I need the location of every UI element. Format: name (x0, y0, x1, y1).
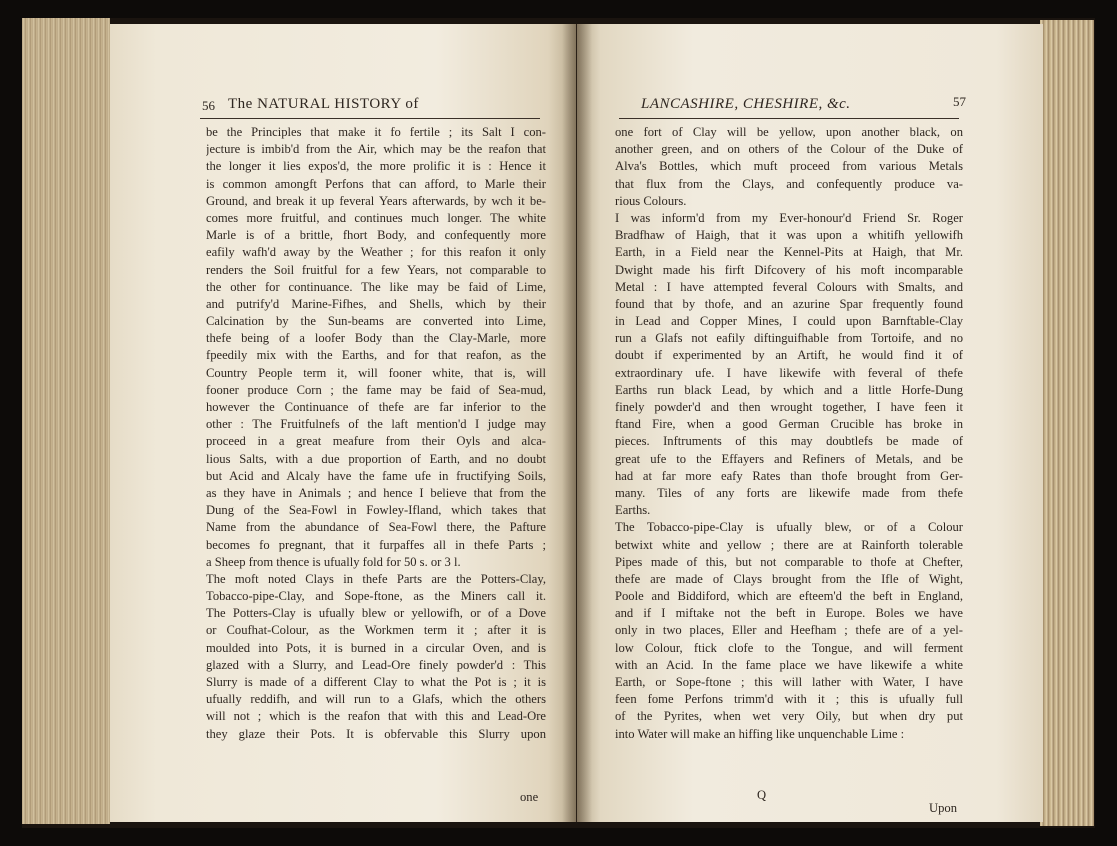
text-line: but Acid and Alcaly have the fame ufe in fructifying Soils, (206, 468, 546, 483)
text-line: jecture is imbib'd from the Air, which may be the reafon that (206, 142, 546, 157)
text-line: feen fome Perfons trimm'd with it ; this is ufually full (615, 692, 963, 707)
text-line: only in two places, Eller and Heefham ; thefe are of a yel- (615, 623, 963, 638)
head-rule-left (200, 118, 540, 119)
text-line: however the Continuance of thefe are far inferior to the (206, 400, 546, 414)
text-line: fooner produce Corn ; the fame may be faid of Sea-mud, (206, 382, 546, 397)
text-line: moulded into Pots, it is burned in a circular Oven, and is (206, 640, 546, 655)
text-line: pieces. Inftruments of this may doubtlefs be made of (615, 434, 963, 449)
text-line: or Coufhat-Colour, as the Workmen term it ; after it is (206, 623, 546, 638)
text-line: ftand Fire, when a good German Crucible has broke in (615, 417, 963, 432)
text-line: many. Tiles of any forts are likewife made from thefe (615, 485, 963, 500)
text-line: extraordinary ufe. I have likewife with feveral of thefe (615, 365, 963, 380)
text-line: lious Salts, with a due proportion of Earth, and no doubt (206, 451, 546, 466)
text-line: rious Colours. (615, 193, 687, 208)
text-line: Poole and Biddiford, which are efteem'd the beft in England, (615, 589, 963, 604)
text-line: with an Acid. In the fame place we have likewife a white (615, 657, 963, 672)
text-line: Pipes made of this, but not comparable to thofe at Chefter, (615, 554, 963, 569)
text-line: and putrify'd Marine-Fifhes, and Shells, which by their (206, 296, 546, 311)
left-page-text (206, 124, 546, 743)
text-line: found that by thofe, and an azurine Spar frequently found (615, 296, 963, 311)
text-line: Alva's Bottles, which muft proceed from various Metals (615, 159, 963, 174)
text-line: finely powder'd and then wrought together, I have feen it (615, 400, 963, 414)
text-line: they glaze their Pots. It is obfervable this Slurry upon (206, 726, 546, 741)
running-head-left: The NATURAL HISTORY of (228, 96, 419, 112)
text-line: Tobacco-pipe-Clay, and Sope-ftone, as the Miners call it. (206, 589, 546, 604)
text-line: Bradfhaw of Haigh, that it was upon a whitifh yellowifh (615, 228, 963, 243)
text-line: as they have in Animals ; and hence I believe that from the (206, 485, 546, 500)
text-line: and if I miftake not the beft in Europe. Boles we have (615, 606, 963, 621)
page-number-right: 57 (953, 94, 966, 109)
text-line: eafily wafh'd away by the Weather ; for this reafon it only (206, 245, 546, 260)
text-line: becomes fo pregnant, that it furpaffes all in thefe Parts ; (206, 537, 546, 552)
head-rule-right (619, 118, 959, 119)
text-line: had at far more eafy Rates than thofe brought from Ger- (615, 468, 963, 483)
catchword-left: one (520, 790, 539, 804)
page-edges-right (1040, 20, 1094, 826)
text-line: Earths. (615, 503, 651, 518)
text-line: Dwight made his firft Difcovery of his moft incomparable (615, 262, 963, 277)
text-line: that flux from the Clays, and confequently produce va- (615, 176, 963, 191)
text-line: Dung of the Sea-Fowl in Fowley-Ifland, which takes that (206, 503, 546, 518)
text-line: ufually reddifh, and will run to a Glafs, which the others (206, 692, 546, 707)
left-page (110, 24, 576, 822)
text-line: be the Principles that make it fo fertile ; its Salt I con- (206, 125, 546, 139)
text-line: into Water will make an hiffing like unquenchable Lime : (615, 726, 905, 741)
text-line: Earth, or Sope-ftone ; this will lather with Water, I have (615, 675, 963, 689)
text-line: betwixt white and yellow ; there are at Rainforth tolerable (615, 537, 963, 552)
text-line: comes more fruitful, and continues much longer. The white (206, 210, 546, 225)
signature-mark: Q (757, 788, 767, 802)
text-line: doubt if experimented by an Artift, he would find it of (615, 348, 963, 363)
text-line: Country People term it, will fooner white, that is, will (206, 365, 546, 380)
text-line: The Potters-Clay is ufually blew or yellowifh, or of a Dove (206, 606, 546, 621)
text-line: of the Pyrites, when wet very Oily, but when dry put (615, 709, 963, 724)
text-line: The moft noted Clays in thefe Parts are the Potters-Clay, (206, 571, 546, 586)
right-page-text (615, 124, 963, 743)
text-line: another green, and on others of the Colour of the Duke of (615, 142, 963, 157)
text-line: Marle is of a brittle, fhort Body, and confequently more (206, 228, 546, 243)
text-line: Earths run black Lead, by which and a little Horfe-Dung (615, 382, 963, 397)
text-line: proceed in a great meafure from their Oyls and alca- (206, 434, 546, 449)
text-line: is common amongft Perfons that can afford, to Marle their (206, 176, 546, 191)
text-line: in Lead and Copper Mines, I could upon Barnftable-Clay (615, 314, 963, 329)
text-line: glazed with a Slurry, and Lead-Ore finely powder'd : This (206, 657, 546, 672)
text-line: a Sheep from thence is ufually fold for 50 s. or 3 l. (206, 554, 461, 569)
text-line: Ground, and break it up feveral Years afterwards, by wch it be- (206, 193, 546, 208)
running-head-right: LANCASHIRE, CHESHIRE, &c. (641, 96, 851, 112)
text-line: The Tobacco-pipe-Clay is ufually blew, or of a Colour (615, 520, 963, 535)
text-line: low Colour, ftick clofe to the Tongue, and will ferment (615, 640, 963, 655)
right-page (577, 24, 1043, 822)
text-line: thefe are made of Clays brought from the Ifle of Wight, (615, 571, 963, 586)
text-line: renders the Soil fruitful for a few Years, not comparable to (206, 262, 546, 277)
text-line: will not ; which is the reafon that with this and Lead-Ore (206, 709, 546, 724)
catchword-right: Upon (929, 801, 957, 815)
text-line: Calcination by the Sun-beams are converted into Lime, (206, 314, 546, 329)
text-line: I was inform'd from my Ever-honour'd Friend Sr. Roger (615, 210, 963, 225)
text-line: great ufe to the Effayers and Refiners of Metals, and be (615, 451, 963, 466)
text-line: run a Glafs not eafily diftinguifhable from Tortoife, and no (615, 331, 963, 346)
text-line: thefe being of a loofer Body than the Clay-Marle, more (206, 331, 546, 346)
text-line: Name from the abundance of Sea-Fowl there, the Pafture (206, 520, 546, 535)
text-line: one fort of Clay will be yellow, upon another black, on (615, 125, 963, 139)
page-number-left: 56 (202, 98, 215, 113)
text-line: the other for continuance. The like may be faid of Lime, (206, 279, 546, 294)
text-line: other : The Fruitfulnefs of the laft mention'd I judge may (206, 417, 546, 432)
text-line: fpeedily mix with the Earths, and for that reafon, as the (206, 348, 546, 363)
text-line: Slurry is made of a different Clay to what the Pot is ; it is (206, 675, 546, 689)
page-edges-left (22, 18, 110, 824)
text-line: the longer it lies expos'd, the more prolific it is : Hence it (206, 159, 546, 174)
text-line: Earth, in a Field near the Kennel-Pits at Haigh, that Mr. (615, 245, 963, 260)
text-line: Metal : I have attempted feveral Colours with Smalts, and (615, 279, 963, 294)
